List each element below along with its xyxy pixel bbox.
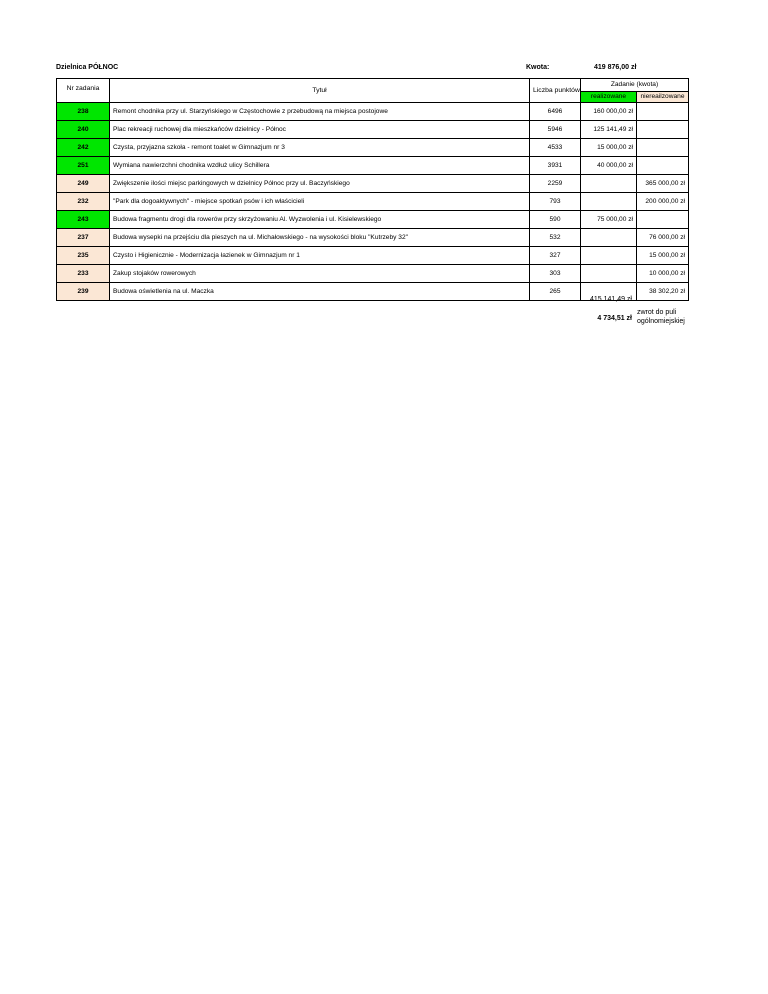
table-row [57,247,689,265]
table-row [57,265,689,283]
return-amount: 4 734,51 zł [597,315,632,322]
task-unrealized-amount [637,121,689,139]
task-unrealized-amount: 76 000,00 zł [637,229,689,247]
table-row [57,121,689,139]
task-title: Wymiana nawierzchni chodnika wzdłuż ulicy Schillera [110,157,530,175]
task-unrealized-amount: 200 000,00 zł [637,193,689,211]
task-title: Plac rekreacji ruchowej dla mieszkańców dzielnicy - Północ [110,121,530,139]
task-points: 3931 [530,157,581,175]
task-title: Zwiększenie ilości miejsc parkingowych w dzielnicy Północ przy ul. Baczyńskiego [110,175,530,193]
task-title: Budowa wysepki na przejściu dla pieszych na ul. Michałowskiego - na wysokości bloku "Kutrzeby 32" [110,229,530,247]
table-row [57,229,689,247]
task-realized-amount [581,175,637,193]
task-number: 239 [57,283,110,301]
col-title-header: Tytuł [110,79,530,103]
table-row [57,193,689,211]
task-number: 233 [57,265,110,283]
realized-sum: 415 141,49 zł [589,296,632,303]
task-realized-amount [581,193,637,211]
task-points: 793 [530,193,581,211]
task-number: 237 [57,229,110,247]
task-realized-amount: 75 000,00 zł [581,211,637,229]
task-realized-amount: 40 000,00 zł [581,157,637,175]
task-unrealized-amount: 365 000,00 zł [637,175,689,193]
task-title: "Park dla dogoaktywnych" - miejsce spotkań psów i ich właścicieli [110,193,530,211]
task-realized-amount [581,247,637,265]
return-label-line-2: ogólnomiejskiej [637,318,685,325]
task-unrealized-amount [637,103,689,121]
task-number: 242 [57,139,110,157]
col-task-header: Zadanie (kwota) [581,79,689,92]
task-points: 4533 [530,139,581,157]
task-realized-amount [581,229,637,247]
task-title: Czysta, przyjazna szkoła - remont toalet w Gimnazjum nr 3 [110,139,530,157]
task-title: Budowa fragmentu drogi dla rowerów przy skrzyżowaniu Al. Wyzwolenia i ul. Kisielewskiego [110,211,530,229]
task-number: 235 [57,247,110,265]
task-title: Zakup stojaków rowerowych [110,265,530,283]
task-number: 240 [57,121,110,139]
col-nr-header: Nr zadania [57,79,110,103]
task-points: 532 [530,229,581,247]
task-points: 265 [530,283,581,301]
task-number: 251 [57,157,110,175]
task-unrealized-amount [637,157,689,175]
district-title: Dzielnica PÓŁNOC [56,64,119,71]
task-points: 303 [530,265,581,283]
task-points: 590 [530,211,581,229]
task-number: 232 [57,193,110,211]
table-row [57,175,689,193]
return-label-line-1: zwrot do puli [637,309,677,316]
tasks-table [56,78,689,301]
task-unrealized-amount: 15 000,00 zł [637,247,689,265]
task-unrealized-amount [637,139,689,157]
task-realized-amount: 160 000,00 zł [581,103,637,121]
table-row [57,103,689,121]
header-row [57,79,689,92]
amount-value: 419 876,00 zł [594,64,637,71]
table-row [57,211,689,229]
task-points: 6496 [530,103,581,121]
task-title: Czysto i Higienicznie - Modernizacja łazienek w Gimnazjum nr 1 [110,247,530,265]
task-unrealized-amount: 10 000,00 zł [637,265,689,283]
task-points: 327 [530,247,581,265]
task-number: 238 [57,103,110,121]
table-row [57,157,689,175]
task-number: 243 [57,211,110,229]
amount-label: Kwota: [526,64,550,71]
col-unrealized-header: niereailzowane [637,91,689,102]
task-number: 249 [57,175,110,193]
col-realized-header: realizowane [581,91,637,102]
task-points: 2259 [530,175,581,193]
col-points-header: Liczba punktów [530,79,581,103]
task-unrealized-amount [637,211,689,229]
task-realized-amount [581,265,637,283]
task-title: Remont chodnika przy ul. Starzyńskiego w Częstochowie z przebudową na miejsca postojowe [110,103,530,121]
task-points: 5946 [530,121,581,139]
task-realized-amount: 15 000,00 zł [581,139,637,157]
task-unrealized-amount: 38 302,20 zł [637,283,689,301]
task-realized-amount: 125 141,49 zł [581,121,637,139]
table-row [57,139,689,157]
task-title: Budowa oświetlenia na ul. Maczka [110,283,530,301]
